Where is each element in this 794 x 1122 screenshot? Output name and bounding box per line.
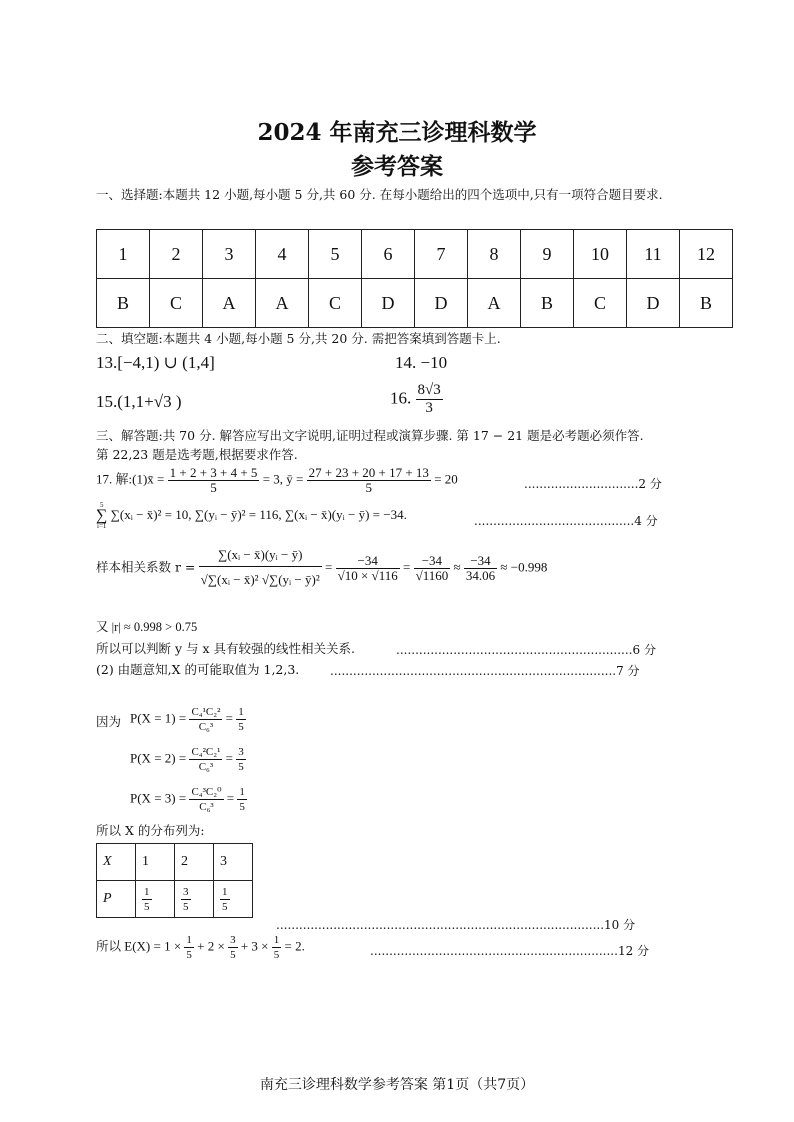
answer-16-prefix: 16. xyxy=(390,388,412,408)
r-step3-num: −34 xyxy=(464,554,497,569)
p2-comb-den: C₆³ xyxy=(198,761,214,773)
answer-16-denominator: 3 xyxy=(425,400,433,416)
answer-cell: B xyxy=(680,279,733,328)
p1-comb xyxy=(189,705,222,734)
answer-cell: D xyxy=(362,279,415,328)
p1-lhs: P(X = 1) = xyxy=(130,710,187,726)
section2-intro: 二、填空题:本题共 4 小题,每小题 5 分,共 20 分. 需把答案填到答题卡上. xyxy=(96,331,501,346)
ex-frac1-den: 5 xyxy=(186,949,192,961)
distribution-p-numerator: 3 xyxy=(183,885,189,898)
ex-frac3 xyxy=(272,933,282,962)
question-number-cell: 2 xyxy=(150,230,203,279)
question-number-cell: 9 xyxy=(521,230,574,279)
p1-comb-den: C₆³ xyxy=(198,721,214,733)
choice-answer-table xyxy=(96,229,733,328)
expectation-lhs: E(X) = 1 × xyxy=(124,938,182,954)
score-6: ..............................................................6 分 xyxy=(396,643,656,657)
choice-number-row xyxy=(97,230,733,279)
question-number-cell: 5 xyxy=(309,230,362,279)
distribution-p-denominator: 5 xyxy=(144,900,150,913)
r-step1-den: √10 × √116 xyxy=(337,568,398,583)
sum-lower: i=1 xyxy=(97,522,107,530)
r-numerator: ∑(xᵢ − x̄)(yᵢ − ȳ) xyxy=(199,544,322,567)
p3-value xyxy=(237,785,247,814)
because-label: 因为 xyxy=(96,714,122,729)
p3-comb-den: C₆³ xyxy=(199,801,214,813)
question-number-cell: 3 xyxy=(203,230,256,279)
p3-equation: P(X = 3) = $\frac{\text{C₄³C₂⁰}}{\text{C₆³}}$ = $\frac{1}{5}$ xyxy=(130,786,245,813)
p3-lhs: P(X = 3) = xyxy=(130,790,187,806)
q17-sums: ∑(xᵢ − x̄)² = 10, ∑(yᵢ − ȳ)² = 116, ∑(xᵢ − x̄)(yᵢ − ȳ) = −34. xyxy=(110,506,407,522)
xbar-fraction xyxy=(168,466,260,495)
p1-comb-num: C₄¹C₂² xyxy=(191,706,221,718)
distribution-header-cell: 2 xyxy=(175,844,214,881)
ybar-fraction xyxy=(307,466,431,495)
score-10: ......................................................................................10 分 xyxy=(276,918,636,932)
ybar-numerator: 27 + 23 + 20 + 17 + 13 xyxy=(308,465,429,480)
q17-label: 17. 解:(1)x̄ = xyxy=(96,471,165,487)
answer-cell: A xyxy=(468,279,521,328)
r-step3 xyxy=(464,554,497,583)
question-number-cell: 6 xyxy=(362,230,415,279)
ex-frac3-den: 5 xyxy=(273,949,280,961)
distribution-header-row xyxy=(97,844,253,881)
answer-cell: C xyxy=(309,279,362,328)
score-4: ..........................................4 分 xyxy=(474,514,658,528)
question-number-cell: 7 xyxy=(415,230,468,279)
xbar-denominator: 5 xyxy=(210,480,217,495)
p3-value-den: 5 xyxy=(239,801,245,813)
score-7: ...........................................................................7 分 xyxy=(330,664,640,678)
distribution-intro: 所以 X 的分布列为: xyxy=(96,823,205,838)
part2-line: (2) 由题意知,X 的可能取值为 1,2,3. xyxy=(96,662,300,677)
xbar-result: = 3, ȳ = xyxy=(262,471,304,487)
answer-cell: D xyxy=(415,279,468,328)
r-step1 xyxy=(336,554,400,583)
p3-value-num: 1 xyxy=(239,786,245,798)
r-step2 xyxy=(414,554,451,583)
answer-cell: B xyxy=(97,279,150,328)
distribution-header-cell: 1 xyxy=(136,844,175,881)
p1-value-den: 5 xyxy=(238,721,244,733)
sum-upper: 5 xyxy=(99,501,104,509)
p2-value-num: 3 xyxy=(238,746,244,758)
ex-frac2-den: 5 xyxy=(230,949,236,961)
question-number-cell: 12 xyxy=(680,230,733,279)
ex-frac1 xyxy=(184,933,194,962)
expectation-prefix: 所以 xyxy=(96,938,122,954)
q17-mean-line xyxy=(96,466,458,495)
score-2: ..............................2 分 xyxy=(524,477,662,491)
answer-cell: C xyxy=(150,279,203,328)
distribution-p-label: P xyxy=(97,881,136,918)
answer-14: 14. −10 xyxy=(395,353,448,372)
p2-comb-num: C₄²C₂¹ xyxy=(191,746,221,758)
p2-comb xyxy=(189,745,222,774)
ybar-result: = 20 xyxy=(434,471,458,487)
r-step3-den: 34.06 xyxy=(465,568,496,583)
xbar-numerator: 1 + 2 + 3 + 4 + 5 xyxy=(169,465,258,480)
section1-intro: 一、选择题:本题共 12 小题,每小题 5 分,共 60 分. 在每小题给出的四个选项中,只有一项符合题目要求. xyxy=(96,187,663,202)
r-step2-num: −34 xyxy=(414,554,451,569)
p3-comb xyxy=(189,785,223,814)
choice-answer-row xyxy=(97,279,733,328)
p1-value-num: 1 xyxy=(238,706,244,718)
q17-sums-line xyxy=(96,502,407,530)
r-result: ≈ −0.998 xyxy=(500,559,548,575)
question-number-cell: 8 xyxy=(468,230,521,279)
distribution-header-cell: 3 xyxy=(214,844,253,881)
distribution-p-numerator: 1 xyxy=(222,885,228,898)
answer-cell: A xyxy=(203,279,256,328)
r-denominator: √∑(xᵢ − x̄)² √∑(yᵢ − ȳ)² xyxy=(200,572,320,587)
r-fraction xyxy=(199,544,322,593)
answer-cell: D xyxy=(627,279,680,328)
answer-16 xyxy=(390,382,443,417)
p1-equation: P(X = 1) = $\frac{\text{C₄¹C₂²}}{\text{C₆³}}$ = $\frac{1}{5}$ xyxy=(130,706,244,733)
expectation-result: = 2. xyxy=(284,938,305,954)
answer-16-fraction xyxy=(416,382,443,417)
distribution-probability-row xyxy=(97,881,253,918)
answer-cell: B xyxy=(521,279,574,328)
distribution-p-fraction xyxy=(142,885,152,914)
distribution-p-cell xyxy=(214,881,253,918)
answer-cell: C xyxy=(574,279,627,328)
expectation-line xyxy=(96,933,305,962)
p2-value xyxy=(236,745,246,774)
conclusion-line: 所以可以判断 y 与 x 具有较强的线性相关关系. xyxy=(96,641,355,656)
distribution-p-cell xyxy=(175,881,214,918)
r-step1-num: −34 xyxy=(336,554,400,569)
ybar-denominator: 5 xyxy=(365,480,373,495)
answer-cell: A xyxy=(256,279,309,328)
distribution-table xyxy=(96,843,253,918)
ex-frac2-num: 3 xyxy=(230,934,236,946)
question-number-cell: 4 xyxy=(256,230,309,279)
section3-intro-line1: 三、解答题:共 70 分. 解答应写出文字说明,证明过程或演算步骤. 第 17 − 21 题是必考题必须作答. xyxy=(96,428,644,443)
abs-r-line: 又 |r| ≈ 0.998 > 0.75 xyxy=(96,620,198,634)
distribution-p-numerator: 1 xyxy=(144,885,150,898)
question-number-cell: 1 xyxy=(97,230,150,279)
document-title: 2024 年南充三诊理科数学 xyxy=(257,119,537,146)
distribution-header-cell: X xyxy=(97,844,136,881)
document-subtitle: 参考答案 xyxy=(351,153,443,180)
p1-value xyxy=(236,705,246,734)
correlation-line: 样本相关系数 r = $\frac{\text{∑(xᵢ − x̄)(yᵢ − ȳ)}}{\text{√∑(xᵢ − x̄)² √∑(yᵢ − ȳ)²}}$ = $\frac{-34}{√10 \times √116}$ = $\frac{-34}{√1160}$ ≈ $\frac{-34}{34.06}$ ≈ −0.998 xyxy=(96,544,547,593)
question-number-cell: 11 xyxy=(627,230,680,279)
distribution-p-denominator: 5 xyxy=(222,900,228,913)
distribution-p-denominator: 5 xyxy=(183,900,189,913)
p2-equation: P(X = 2) = $\frac{\text{C₄²C₂¹}}{\text{C₆³}}$ = $\frac{3}{5}$ xyxy=(130,746,244,773)
answer-16-numerator: 8√3 xyxy=(417,382,441,398)
ex-frac2 xyxy=(228,933,238,962)
distribution-p-cell xyxy=(136,881,175,918)
ex-frac3-num: 1 xyxy=(273,934,280,946)
ex-frac1-num: 1 xyxy=(186,934,192,946)
ex-mid2: + 3 × xyxy=(240,938,269,954)
r-label: 样本相关系数 r = xyxy=(96,559,196,575)
r-step2-den: √1160 xyxy=(415,568,449,583)
p2-lhs: P(X = 2) = xyxy=(130,750,187,766)
ex-mid1: + 2 × xyxy=(197,938,225,954)
page-footer: 南充三诊理科数学参考答案 第1页（共7页） xyxy=(259,1077,535,1093)
distribution-p-fraction xyxy=(181,885,191,914)
distribution-p-fraction xyxy=(220,885,230,914)
section3-intro-line2: 第 22,23 题是选考题,根据要求作答. xyxy=(96,447,298,462)
p3-comb-num: C₄³C₂⁰ xyxy=(191,786,222,798)
answer-13: 13.[−4,1) ∪ (1,4] xyxy=(96,353,215,372)
question-number-cell: 10 xyxy=(574,230,627,279)
p2-value-den: 5 xyxy=(238,761,244,773)
sum-symbol: 5 ∑ i=1 xyxy=(96,501,108,530)
answer-15: 15.(1,1+√3 ) xyxy=(96,392,182,411)
score-12: .................................................................12 分 xyxy=(370,944,650,958)
